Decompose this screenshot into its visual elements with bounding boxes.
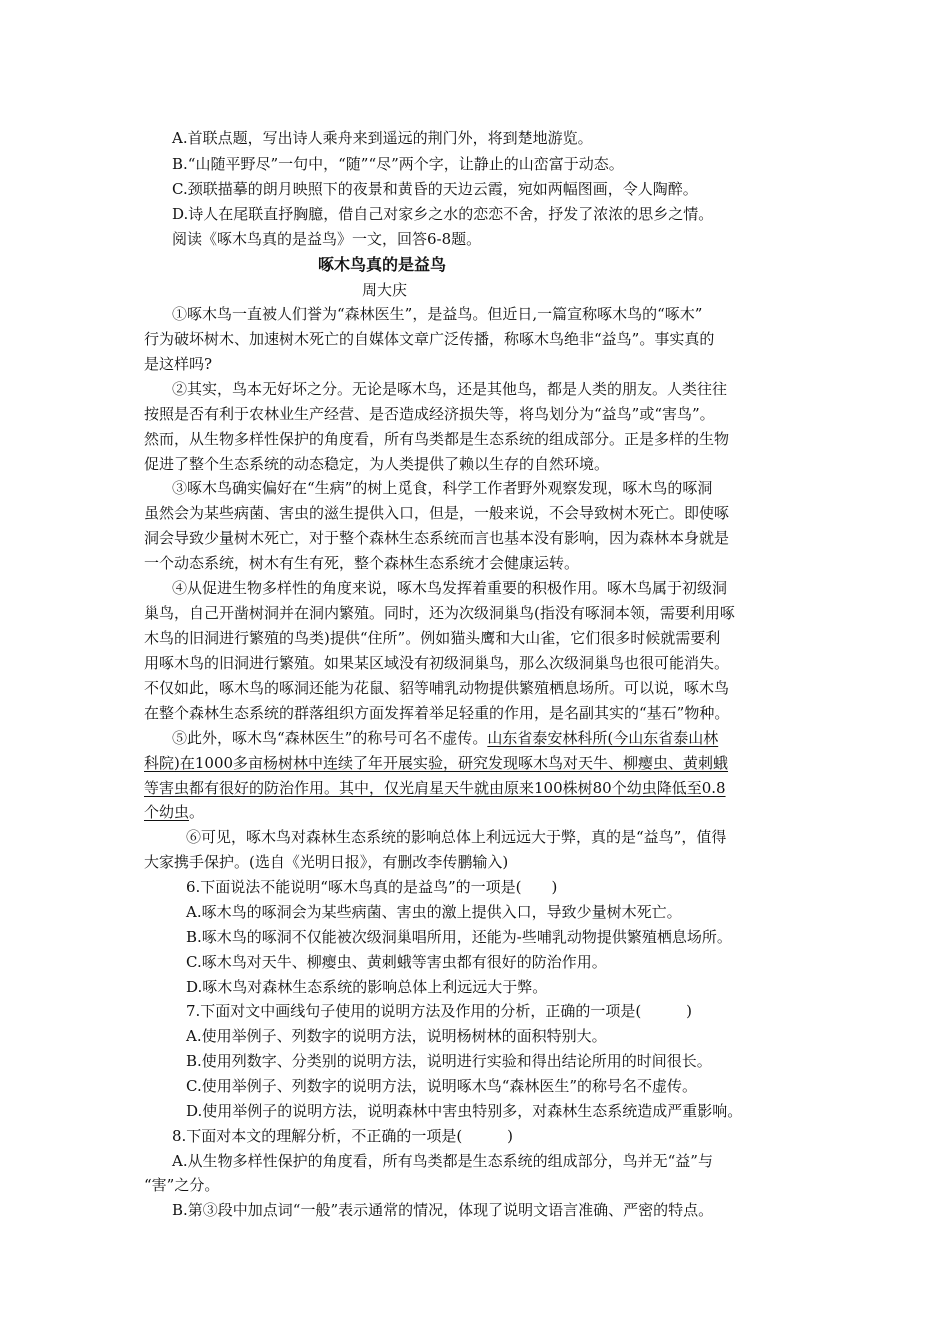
paragraph-4-line: ④从促进生物多样性的角度来说，啄木鸟发挥着重要的积极作用。啄木鸟属于初级洞 [172,579,728,597]
paragraph-6-line: 大家携手保护。(选自《光明日报》，有删改李传鹏输入) [144,853,509,871]
paragraph-4-line: 巢鸟，自己开凿树洞并在洞内繁殖。同时，还为次级洞巢鸟(指没有啄洞本领，需要利用啄 [144,604,735,622]
paragraph-1-line: 是这样吗? [144,355,213,373]
underlined-sentence: 科院)在1000多亩杨树林中连续了年开展实验，研究发现啄木鸟对天牛、柳瘿虫、黄刺蛾 [144,754,729,772]
paragraph-1-line: 行为破坏树木、加速树木死亡的自媒体文章广泛传播，称啄木鸟绝非“益鸟”。事实真的 [144,330,715,348]
question-6-option-d: D.啄木鸟对森林生态系统的影响总体上利远远大于弊。 [186,978,548,996]
question-7-option-b: B.使用列数字、分类别的说明方法，说明进行实验和得出结论所用的时间很长。 [186,1052,712,1070]
question-8-stem: 8.下面对本文的理解分析，不正确的一项是( ) [172,1127,514,1145]
article-author: 周大庆 [362,281,408,299]
intro-option-a: A.首联点题，写出诗人乘舟来到遥远的荆门外，将到楚地游览。 [172,129,593,147]
paragraph-4-line: 不仅如此，啄木鸟的啄洞还能为花鼠、貂等哺乳动物提供繁殖栖息场所。可以说，啄木鸟 [144,679,730,697]
paragraph-3-line: ③啄木鸟确实偏好在“生病”的树上觅食，科学工作者野外观察发现，啄木鸟的啄洞 [172,479,713,497]
paragraph-4-line: 木鸟的旧洞进行繁殖的鸟类)提供“住所”。例如猫头鹰和大山雀，它们很多时候就需要利 [144,629,721,647]
underlined-sentence: 个幼虫 [144,803,190,821]
paragraph-3-line: 一个动态系统，树木有生有死，整个森林生态系统才会健康运转。 [144,554,580,572]
reading-prompt: 阅读《啄木鸟真的是益鸟》一文，回答6-8题。 [172,230,482,248]
question-8-option-a: A.从生物多样性保护的角度看，所有鸟类都是生态系统的组成部分，鸟并无“益”与 [172,1152,713,1170]
paragraph-6-line: ⑥可见，啄木鸟对森林生态系统的影响总体上利远远大于弊，真的是“益鸟”，值得 [186,828,727,846]
paragraph-5-line [172,726,718,750]
paragraph-4-line: 用啄木鸟的旧洞进行繁殖。如果某区域没有初级洞巢鸟，那么次级洞巢鸟也很可能消失。 [144,654,730,672]
question-7-option-c: C.使用举例子、列数字的说明方法，说明啄木鸟“森林医生”的称号名不虚传。 [186,1077,698,1095]
paragraph-4-line: 在整个森林生态系统的群落组织方面发挥着举足轻重的作用，是名副其实的“基石”物种。 [144,704,730,722]
intro-option-b: B.“山随平野尽”一句中，“随”“尽”两个字，让静止的山峦富于动态。 [172,155,624,173]
question-7-option-a: A.使用举例子、列数字的说明方法，说明杨树林的面积特别大。 [186,1027,607,1045]
question-6-option-c: C.啄木鸟对天牛、柳瘿虫、黄刺蛾等害虫都有很好的防治作用。 [186,953,607,971]
article-title: 啄木鸟真的是益鸟 [318,255,447,274]
question-7-stem: 7.下面对文中画线句子使用的说明方法及作用的分析，正确的一项是( ) [186,1002,693,1020]
question-6-option-b: B.啄木鸟的啄洞不仅能被次级洞巢唱所用，还能为-些哺乳动物提供繁殖栖息场所。 [186,928,732,946]
paragraph-1-line: ①啄木鸟一直被人们誉为“森林医生”，是益鸟。但近日,一篇宣称啄木鸟的“啄木” [172,305,703,323]
underlined-sentence: 等害虫都有很好的防治作用。其中，仅光肩星天牛就由原来100株树80个幼虫降低至0.8 [144,779,726,797]
question-7-option-d: D.使用举例子的说明方法，说明森林中害虫特别多，对森林生态系统造成严重影响。 [186,1102,743,1120]
paragraph-5-lead: ⑤此外，啄木鸟“森林医生”的称号可名不虚传。 [172,729,488,747]
paragraph-5-line [144,800,204,824]
paragraph-3-line: 虽然会为某些病菌、害虫的滋生提供入口，但是，一般来说，不会导致树木死亡。即使啄 [144,504,730,522]
paragraph-2-line: 然而，从生物多样性保护的角度看，所有鸟类都是生态系统的组成部分。正是多样的生物 [144,430,730,448]
question-8-option-b: B.第③段中加点词“一般”表示通常的情况，体现了说明文语言准确、严密的特点。 [172,1201,714,1219]
underlined-sentence: 山东省泰安林科所(今山东省泰山林 [487,729,719,747]
intro-option-d: D.诗人在尾联直抒胸臆，借自己对家乡之水的恋恋不舍，抒发了浓浓的思乡之情。 [172,205,714,223]
question-8-option-a: “害”之分。 [144,1176,220,1194]
question-6-stem: 6.下面说法不能说明“啄木鸟真的是益鸟”的一项是( ) [186,878,558,896]
paragraph-2-line: ②其实，鸟本无好坏之分。无论是啄木鸟，还是其他鸟，都是人类的朋友。人类往往 [172,380,728,398]
paragraph-3-line: 洞会导致少量树木死亡，对于整个森林生态系统而言也基本没有影响，因为森林本身就是 [144,529,730,547]
paragraph-5-end: 。 [189,803,205,821]
intro-option-c: C.颈联描摹的朗月映照下的夜景和黄昏的天边云霞，宛如两幅图画，令人陶醉。 [172,180,698,198]
paragraph-2-line: 按照是否有利于农林业生产经营、是否造成经济损失等，将鸟划分为“益鸟”或“害鸟”。 [144,405,715,423]
question-6-option-a: A.啄木鸟的啄洞会为某些病菌、害虫的激上提供入口，导致少量树木死亡。 [186,903,682,921]
paragraph-2-line: 促进了整个生态系统的动态稳定，为人类提供了赖以生存的自然环境。 [144,455,610,473]
